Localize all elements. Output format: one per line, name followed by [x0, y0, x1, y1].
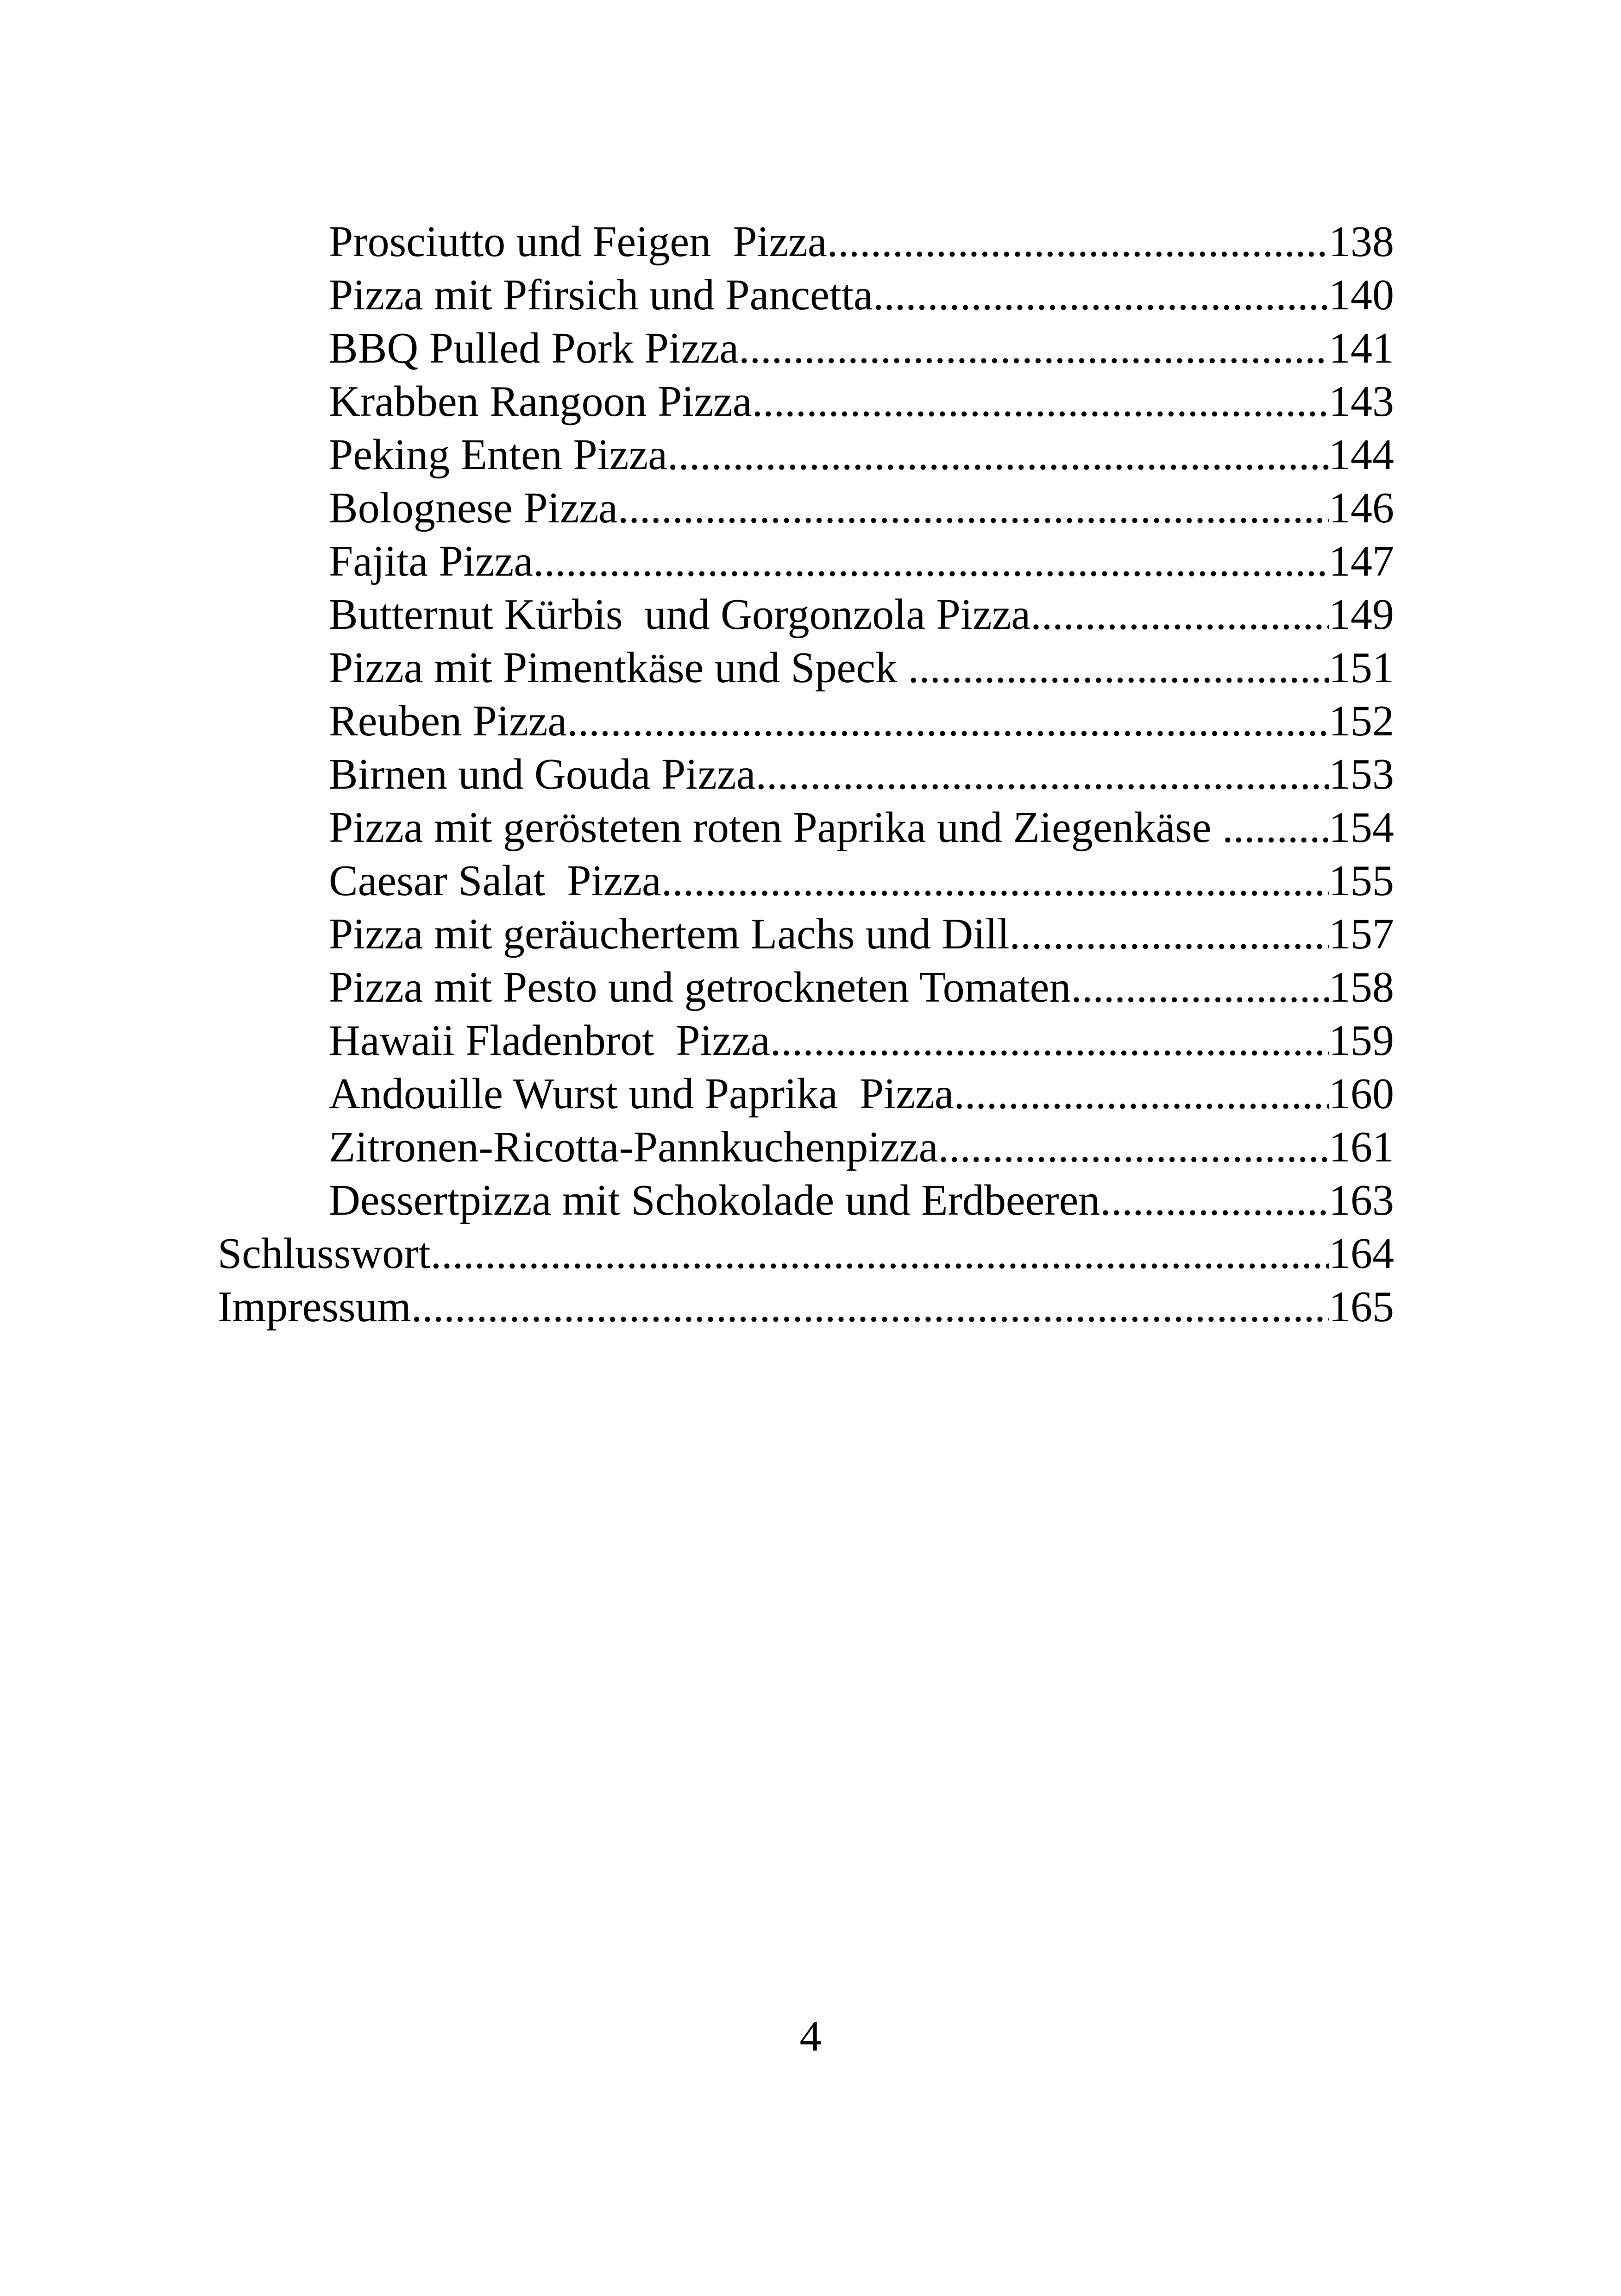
toc-entry-page: 153 — [1329, 750, 1394, 798]
toc-entry[interactable] — [218, 1067, 1394, 1121]
toc-entry-title: Peking Enten Pizza — [329, 431, 667, 479]
toc-entry[interactable] — [218, 215, 1394, 269]
toc-entry-title: Hawaii Fladenbrot Pizza — [329, 1016, 770, 1065]
toc-entry-title: Zitronen-Ricotta-Pannkuchenpizza — [329, 1123, 938, 1171]
toc-entry-title: Krabben Rangoon Pizza — [329, 377, 752, 426]
toc-dot-leader — [618, 482, 1329, 535]
toc-entry-title: Caesar Salat Pizza — [329, 857, 661, 905]
toc-entry[interactable] — [218, 854, 1394, 908]
toc-entry[interactable] — [218, 428, 1394, 482]
toc-entry-title: Schlusswort — [218, 1230, 431, 1278]
toc-entry-page: 151 — [1329, 644, 1394, 692]
toc-entry[interactable] — [218, 269, 1394, 322]
toc-dot-leader — [1010, 908, 1329, 961]
toc-dot-leader — [938, 1121, 1329, 1174]
toc-entry-page: 164 — [1329, 1230, 1394, 1278]
toc-dot-leader — [1222, 801, 1329, 854]
toc-entry-page: 147 — [1329, 537, 1394, 585]
toc-entry-page: 143 — [1329, 377, 1394, 426]
toc-entry-title: BBQ Pulled Pork Pizza — [329, 324, 739, 372]
toc-entry[interactable] — [218, 322, 1394, 375]
toc-dot-leader — [756, 748, 1329, 801]
toc-dot-leader — [770, 1014, 1329, 1067]
toc-entry[interactable] — [218, 535, 1394, 588]
toc-dot-leader — [954, 1067, 1329, 1121]
toc-entry-page: 152 — [1329, 697, 1394, 745]
toc-entry-title: Reuben Pizza — [329, 697, 567, 745]
toc-entry[interactable] — [218, 1174, 1394, 1227]
toc-entry-title: Dessertpizza mit Schokolade und Erdbeeren — [329, 1176, 1100, 1224]
toc-entry[interactable] — [218, 375, 1394, 428]
toc-entry-page: 157 — [1329, 910, 1394, 958]
toc-entry-title: Pizza mit Pimentkäse und Speck — [329, 644, 908, 692]
toc-dot-leader — [752, 375, 1329, 428]
table-of-contents — [218, 215, 1394, 1334]
toc-dot-leader — [908, 641, 1329, 695]
toc-entry[interactable] — [218, 908, 1394, 961]
toc-dot-leader — [739, 322, 1329, 375]
toc-entry-title: Butternut Kürbis und Gorgonzola Pizza — [329, 590, 1031, 639]
toc-dot-leader — [567, 695, 1329, 748]
toc-entry-title: Fajita Pizza — [329, 537, 534, 585]
toc-entry[interactable] — [218, 801, 1394, 854]
toc-entry-page: 163 — [1329, 1176, 1394, 1224]
toc-entry-page: 158 — [1329, 963, 1394, 1011]
toc-dot-leader — [411, 1280, 1329, 1334]
toc-dot-leader — [1100, 1174, 1329, 1227]
toc-entry-page: 146 — [1329, 484, 1394, 532]
toc-entry-page: 140 — [1329, 271, 1394, 319]
toc-entry[interactable] — [218, 1227, 1394, 1280]
toc-entry-title: Pizza mit Pesto und getrockneten Tomaten — [329, 963, 1071, 1011]
toc-dot-leader — [1071, 961, 1329, 1014]
toc-dot-leader — [533, 535, 1329, 588]
toc-entry[interactable] — [218, 482, 1394, 535]
toc-entry[interactable] — [218, 1014, 1394, 1067]
toc-dot-leader — [661, 854, 1329, 908]
toc-entry-title: Bolognese Pizza — [329, 484, 618, 532]
toc-dot-leader — [1030, 588, 1329, 641]
toc-entry-page: 161 — [1329, 1123, 1394, 1171]
toc-entry-title: Prosciutto und Feigen Pizza — [329, 218, 827, 266]
toc-entry-page: 141 — [1329, 324, 1394, 372]
toc-entry-title: Andouille Wurst und Paprika Pizza — [329, 1070, 954, 1118]
page-number: 4 — [799, 2012, 822, 2060]
toc-entry-title: Birnen und Gouda Pizza — [329, 750, 756, 798]
toc-entry[interactable] — [218, 588, 1394, 641]
toc-entry[interactable] — [218, 1121, 1394, 1174]
toc-entry[interactable] — [218, 1280, 1394, 1334]
toc-entry[interactable] — [218, 695, 1394, 748]
toc-entry-title: Impressum — [218, 1283, 411, 1331]
toc-entry[interactable] — [218, 641, 1394, 695]
toc-entry[interactable] — [218, 961, 1394, 1014]
toc-entry-title: Pizza mit Pfirsich und Pancetta — [329, 271, 873, 319]
toc-entry-page: 155 — [1329, 857, 1394, 905]
toc-entry-page: 144 — [1329, 431, 1394, 479]
toc-entry-title: Pizza mit geräuchertem Lachs und Dill — [329, 910, 1010, 958]
toc-entry-page: 165 — [1329, 1283, 1394, 1331]
toc-dot-leader — [431, 1227, 1329, 1280]
toc-dot-leader — [873, 269, 1329, 322]
toc-entry[interactable] — [218, 748, 1394, 801]
toc-entry-page: 159 — [1329, 1016, 1394, 1065]
toc-entry-title: Pizza mit gerösteten roten Paprika und Ziegenkäse — [329, 803, 1222, 852]
toc-dot-leader — [667, 428, 1329, 482]
toc-entry-page: 149 — [1329, 590, 1394, 639]
toc-dot-leader — [827, 215, 1329, 269]
toc-entry-page: 160 — [1329, 1070, 1394, 1118]
toc-entry-page: 138 — [1329, 218, 1394, 266]
toc-entry-page: 154 — [1329, 803, 1394, 852]
